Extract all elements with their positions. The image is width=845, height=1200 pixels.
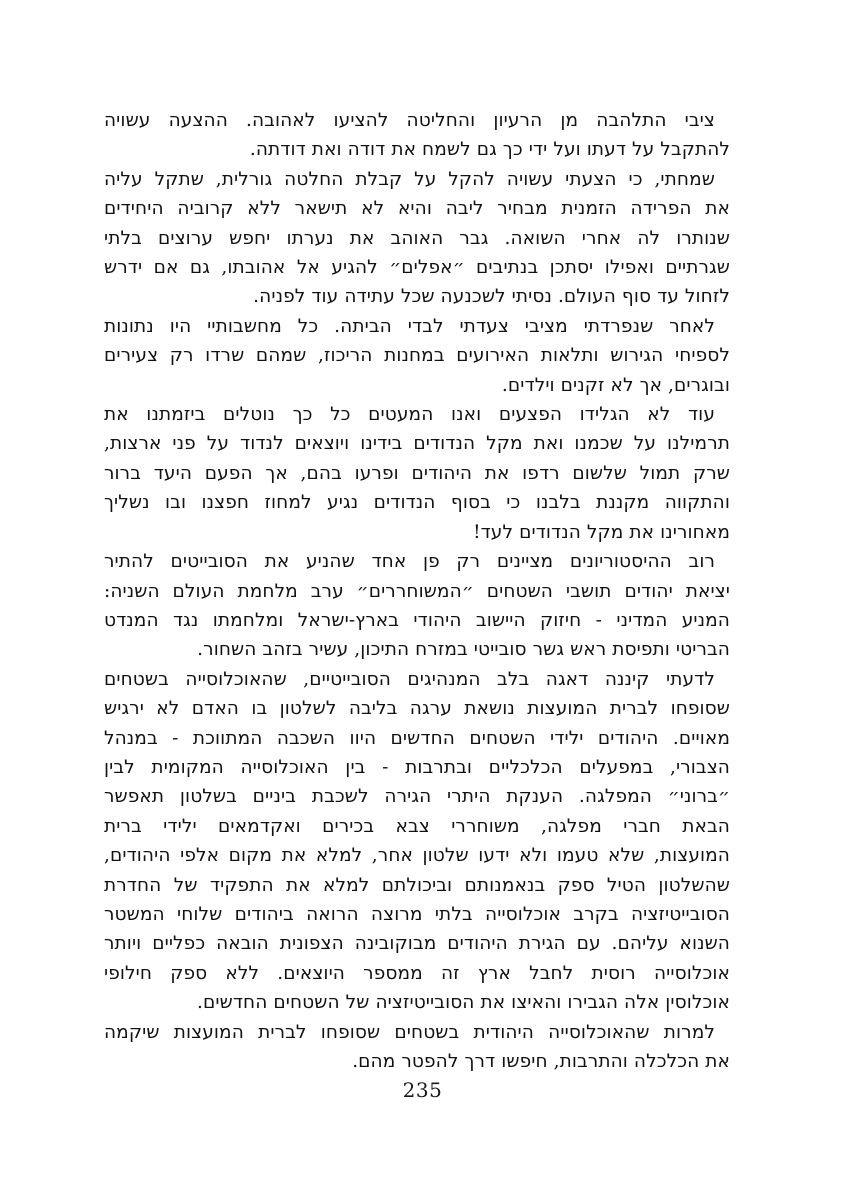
text-line: המועצות, שלא טעמו ולא ידעו שלטון אחר, למלא את מקום אלפי היהודים, [104,845,730,867]
text-line: שרק תמול שלשום רדפו את היהודים ופרעו בהם, אך הפעם היעד ברור [104,462,730,484]
text-line: המניע המדיני - חיזוק היישוב היהודי בארץ-ישראל ומלחמתו נגד המנדט [104,609,730,631]
text-line: השנוא עליהם. עם הגירת היהודים מבוקובינה הצפונית הובאה כפליים ויותר [104,933,730,955]
text-line: אוכלוסייה רוסית לחבל ארץ זה ממספר היוצאים. ללא ספק חילופי [104,962,730,984]
text-line: עוד לא הגלידו הפצעים ואנו המעטים כל כך נוטלים ביזמתנו את [104,404,715,426]
text-line: שסופחו לברית המועצות נושאת ערגה בליבה לשלטון בו האדם לא ירגיש [104,698,730,720]
text-line: שנותרו לה אחרי השואה. גבר האוהב את נערתו יחפש ערוצים בלתי [104,227,730,249]
text-line: תרמילנו על שכמנו ואת מקל הנדודים בידינו ויוצאים לנדוד על פני ארצות, [104,433,730,455]
text-line: לספיחי הגירוש ותלאות האירועים במחנות הריכוז, שמהם שרדו רק צעירים [104,345,730,367]
text-line: את הפרידה הזמנית מבחיר ליבה והיא לא תישאר ללא קרוביה היחידים [104,198,730,220]
text-line: ובוגרים, אך לא זקנים וילדים. [501,374,730,396]
text-line: שמחתי, כי הצעתי עשויה להקל על קבלת החלטה גורלית, שתקל עליה [104,168,715,190]
text-line: והתקווה מקננת בלבנו כי בסוף הנדודים נגיע למחוז חפצנו ובו נשליך [104,492,730,514]
text-line: ציבי התלהבה מן הרעיון והחליטה להציעו לאהובה. ההצעה עשויה [104,110,715,131]
text-line: לדעתי קיננה דאגה בלב המנהיגים הסובייטיים, שהאוכלוסייה בשטחים [104,668,715,690]
body-text [104,106,730,1076]
text-line: יציאת יהודים תושבי השטחים ״המשוחררים״ ערב מלחמת העולם השניה: [104,580,730,602]
page-number: 235 [402,1078,443,1102]
text-line: את הכלכלה והתרבות, חיפשו דרך להפטר מהם. [352,1051,730,1072]
text-line: רוב ההיסטוריונים מציינים רק פן אחד שהניע את הסובייטים להתיר [104,551,715,573]
text-line: מאויים. היהודים ילידי השטחים החדשים היוו השכבה המתווכת - במנהל [104,727,730,749]
text-line: לאחר שנפרדתי מציבי צעדתי לבדי הביתה. כל מחשבותיי היו נתונות [104,315,715,337]
text-line: לזחול עד סוף העולם. נסיתי לשכנעה שכל עתידה עוד לפניה. [253,286,730,308]
text-line: שהשלטון הטיל ספק בנאמנותם וביכולתם למלא את התפקיד של החדרת [104,874,730,896]
text-line: למרות שהאוכלוסייה היהודית בשטחים שסופחו לברית המועצות שיקמה [104,1021,715,1043]
text-line: הצבורי, במפעלים הכלכליים ובתרבות - בין האוכלוסייה המקומית לבין [104,756,730,778]
text-line: אוכלוסין אלה הגבירו והאיצו את הסובייטיזציה של השטחים החדשים. [197,992,730,1014]
text-line: שגרתיים ואפילו יסתכן בנתיבים ״אפלים״ להגיע אל אהובתו, גם אם ידרש [104,257,730,279]
text-line: הבאת חברי מפלגה, משוחררי צבא בכירים ואקדמאים ילידי ברית [104,815,730,837]
text-line: ״ברוני״ המפלגה. הענקת היתרי הגירה לשכבת ביניים בשלטון תאפשר [104,786,730,808]
text-line: הסובייטיזציה בקרב אוכלוסייה בלתי מרוצה הרואה ביהודים שלוחי המשטר [104,903,730,925]
text-line: הבריטי ותפיסת ראש גשר סובייטי במזרח התיכון, עשיר בזהב השחור. [197,639,730,661]
text-line: להתקבל על דעתו ועל ידי כך גם לשמח את דודה ואת דודתה. [249,139,730,161]
text-line: מאחורינו את מקל הנדודים לעד! [473,521,730,543]
